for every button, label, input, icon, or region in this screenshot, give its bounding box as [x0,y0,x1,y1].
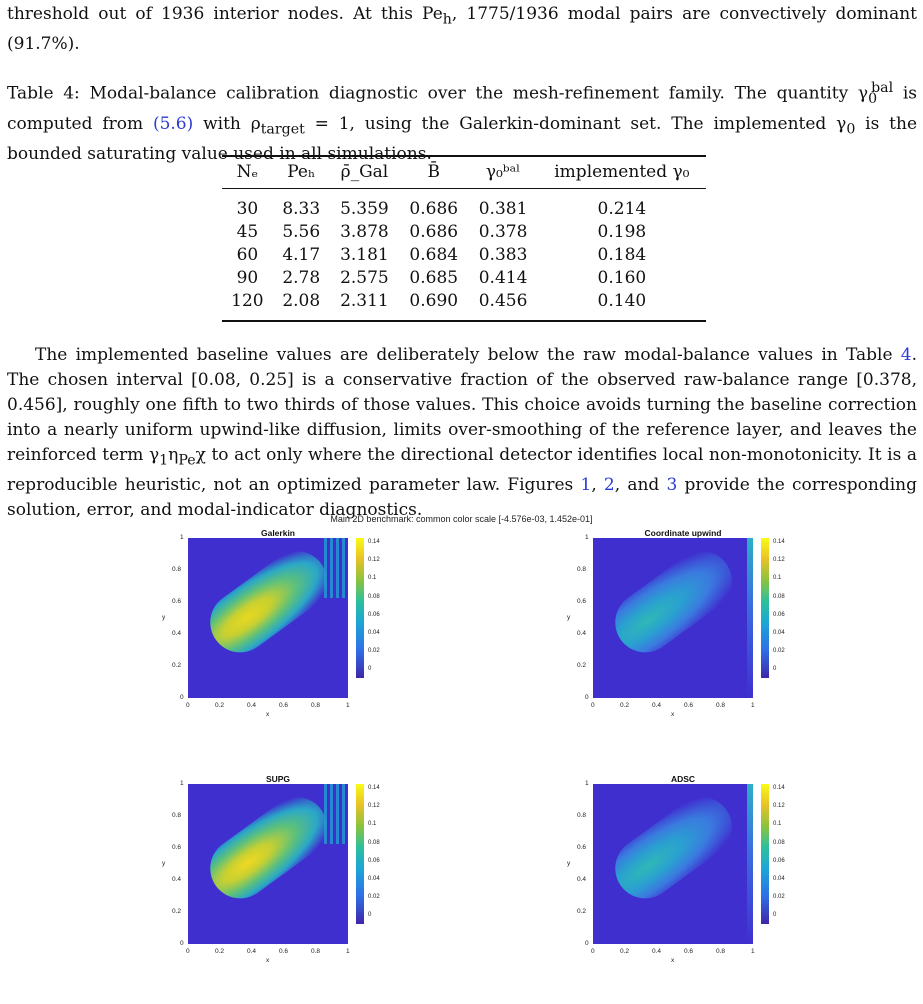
body-paragraph [7,343,917,523]
table-cell: 0.456 [478,290,528,311]
y-axis-label: y [162,614,166,621]
colorbar-tick-label: 0.04 [773,630,785,636]
colorbar-tick-label: 0 [368,666,372,673]
colorbar-tick-label: 0 [773,666,777,673]
table-cell: 120 [231,290,264,311]
table-cell: 0.198 [597,221,647,242]
plot-panel-galerkin [162,528,408,758]
caption-sub-target: target [260,121,305,138]
colorbar-tick-label: 0.14 [368,785,380,791]
col-header: Peₕ [287,162,316,182]
x-tick-label: 0.8 [311,702,321,709]
table-cell: 0.378 [478,221,528,242]
y-tick-label: 0.4 [172,630,182,637]
colorbar-tick-label: 0.02 [368,648,380,655]
x-tick-label: 1 [346,702,350,709]
table-cell: 0.685 [409,267,459,288]
col-header: Nₑ [236,162,259,182]
table-cell: 5.56 [282,221,321,242]
figure-2-ref-link[interactable]: 2 [603,475,615,496]
x-tick-label: 0 [591,702,595,709]
col-header: ρ̄_Gal [340,162,389,182]
table-cell: 30 [236,198,259,219]
colorbar-tick-label: 0.14 [368,539,380,545]
x-axis-label: x [266,957,270,964]
y-axis-label: y [162,860,166,867]
body-text-2: . The chosen interval [0.08, 0.25] is a conservative fraction of the observed raw-balance range [0.378, 0.456], roughly one fifth to two thirds of those values. This choice avoids turning the baseline correction into a nearly uniform upwind-like diffusion, limits over-smoothing of the reference layer, and leaves the reinforced term γ [7,345,917,465]
y-tick-label: 0.6 [172,598,182,605]
table-header-row [222,156,706,189]
colorbar-tick-label: 0.12 [368,557,380,564]
panel-title: SUPG [265,774,291,784]
x-tick-label: 0.6 [279,702,289,709]
table-cell: 2.08 [282,290,321,311]
colorbar-tick-label: 0.06 [368,857,380,864]
oscillation-ripples [324,538,348,598]
colorbar-tick-label: 0.12 [773,803,785,810]
plot-panel-supg [162,774,408,1004]
table-cell: 0.684 [409,244,459,265]
x-tick-label: 0.8 [716,702,726,709]
table-cell: 45 [236,221,259,242]
intro-paragraph [7,2,917,57]
y-tick-label: 0.4 [172,876,182,883]
colorbar-tick-label: 0.08 [773,839,785,846]
table-cell: 0.184 [597,244,647,265]
y-tick-label: 0.4 [577,876,587,883]
y-tick-label: 0.8 [172,812,182,819]
table-cell: 2.78 [282,267,321,288]
boundary-layer [747,784,753,944]
x-tick-label: 0 [591,948,595,955]
panel-title: Galerkin [260,528,296,538]
colorbar-tick-label: 0.14 [773,785,785,791]
caption-sub0-b: 0 [846,121,856,138]
body-text-3: χ to act only where the directional detector identifies local non-monotonicity. It is a reproducible heuristic, not an optimized parameter law. Figures [7,445,917,496]
benchmark-figure [0,512,923,985]
y-tick-label: 0 [585,694,589,701]
x-axis-label: x [671,957,675,964]
plot-panel-coordinate-upwind [567,528,813,758]
colorbar-tick-label: 0.14 [773,539,785,545]
body-eta: η [168,445,179,465]
colorbar-tick-label: 0.1 [773,821,782,828]
x-tick-label: 0.6 [684,702,694,709]
y-tick-label: 0.6 [577,844,587,851]
caption-part-2: is computed from [7,83,917,135]
intro-text: threshold out of 1936 interior nodes. At this Pe [7,4,443,24]
y-axis-label: y [567,614,571,621]
colorbar-tick-label: 0.04 [368,876,380,882]
body-text-1: The implemented baseline values are deliberately below the raw modal-balance values in Table [35,345,901,365]
table-row [222,220,706,243]
col-header: γ₀ᵇᵃˡ [485,162,521,182]
body-text-4: provide the corresponding solution, error, and modal-indicator diagnostics. [7,475,917,521]
heatmap [188,538,348,698]
equation-ref-link[interactable]: (5.6) [152,114,194,135]
y-tick-label: 0.8 [577,812,587,819]
colorbar [356,784,364,924]
colorbar-tick-label: 0.08 [773,593,785,600]
sep: , [591,475,604,496]
caption-part-5: is the bounded saturating value used in all simulations. [7,114,918,165]
colorbar-tick-label: 0.02 [773,648,785,655]
caption-part-3: with ρ [193,114,261,135]
table-cell: 0.690 [409,290,459,311]
colorbar [356,538,364,678]
table-cell: 5.359 [340,198,389,219]
x-tick-label: 0.2 [215,948,225,955]
body-subpe: Pe [178,452,196,469]
plume-shape [198,785,338,910]
colorbar-tick-label: 0.04 [773,876,785,882]
table-cell: 90 [236,267,259,288]
table-cell: 0.160 [597,267,647,288]
table-cell: 2.311 [340,290,389,311]
table-cell: 3.181 [340,244,389,265]
intro-text-b: , 1775/1936 modal pairs are convectively dominant (91.7%). [7,4,917,55]
x-tick-label: 0.6 [684,948,694,955]
caption-part-1: Table 4: Modal-balance calibration diagnostic over the mesh-refinement family. The quantity γ [7,83,869,104]
y-tick-label: 0 [585,940,589,947]
caption-sub0: 0 [868,91,878,108]
x-tick-label: 0 [186,702,190,709]
x-axis-label: x [266,711,270,718]
table-cell: 0.686 [409,198,459,219]
y-tick-label: 1 [585,780,589,787]
y-tick-label: 0.8 [577,566,587,573]
table-row [222,189,706,221]
y-tick-label: 0 [180,694,184,701]
panel-title: ADSC [670,774,696,784]
x-tick-label: 0.8 [716,948,726,955]
y-tick-label: 0.6 [577,598,587,605]
x-tick-label: 0.4 [652,948,662,955]
y-axis-label: y [567,860,571,867]
panel-title: Coordinate upwind [644,528,722,538]
x-tick-label: 0.4 [247,948,257,955]
table-caption [7,76,917,167]
figure-3-ref-link[interactable]: 3 [666,475,678,496]
heatmap [188,784,348,944]
colorbar-tick-label: 0.02 [368,894,380,901]
table-row [222,243,706,266]
x-axis-label: x [671,711,675,718]
x-tick-label: 0 [186,948,190,955]
x-tick-label: 0.2 [620,948,630,955]
y-tick-label: 0.8 [172,566,182,573]
y-tick-label: 0.2 [172,662,182,669]
figure-title: Main 2D benchmark: common color scale [-4.576e-03, 1.452e-01] [330,514,593,524]
heatmap [593,538,753,698]
plume-shape [198,539,338,664]
y-tick-label: 0.2 [577,662,587,669]
table-cell: 0.381 [478,198,528,219]
calibration-table [222,155,706,322]
x-tick-label: 0.4 [247,702,257,709]
x-tick-label: 0.6 [279,948,289,955]
x-tick-label: 0.2 [620,702,630,709]
plume-shape [603,539,743,664]
colorbar-tick-label: 0.06 [773,611,785,618]
colorbar-tick-label: 0.06 [368,611,380,618]
caption-part-4: = 1, using the Galerkin-dominant set. The implemented γ [304,114,847,135]
table-cell: 60 [236,244,259,265]
colorbar-tick-label: 0.1 [368,575,377,582]
boundary-layer [747,538,753,698]
table-cell: 3.878 [340,221,389,242]
colorbar-tick-label: 0.06 [773,857,785,864]
table-row [222,266,706,289]
y-tick-label: 0 [180,940,184,947]
colorbar [761,784,769,924]
heatmap [593,784,753,944]
plot-panel-adsc [567,774,813,1004]
x-tick-label: 1 [751,948,755,955]
y-tick-label: 0.2 [577,908,587,915]
table-cell: 4.17 [282,244,321,265]
table-ref-link[interactable]: 4 [900,345,912,365]
table-cell: 2.575 [340,267,389,288]
body-sub1: 1 [159,452,169,469]
table-cell: 0.686 [409,221,459,242]
x-tick-label: 0.4 [652,702,662,709]
y-tick-label: 1 [180,534,184,541]
col-header: B̄ [427,162,440,182]
x-tick-label: 0.2 [215,702,225,709]
colorbar-tick-label: 0 [368,912,372,919]
y-tick-label: 0.6 [172,844,182,851]
colorbar-tick-label: 0.08 [368,593,380,600]
table-cell: 0.214 [597,198,647,219]
colorbar-tick-label: 0.12 [368,803,380,810]
x-tick-label: 1 [751,702,755,709]
colorbar-tick-label: 0 [773,912,777,919]
table-cell: 0.140 [597,290,647,311]
intro-sub: h [442,11,452,28]
colorbar-tick-label: 0.08 [368,839,380,846]
y-tick-label: 0.4 [577,630,587,637]
oscillation-ripples [324,784,348,844]
sep: , and [614,475,667,496]
table-cell: 8.33 [282,198,321,219]
y-tick-label: 0.2 [172,908,182,915]
y-tick-label: 1 [180,780,184,787]
table-cell: 0.414 [478,267,528,288]
col-header: implemented γ₀ [554,162,690,182]
colorbar-tick-label: 0.02 [773,894,785,901]
table-cell: 0.383 [478,244,528,265]
plume-shape [603,785,743,910]
caption-sup-bal: bal [871,80,894,96]
x-tick-label: 1 [346,948,350,955]
colorbar-tick-label: 0.1 [368,821,377,828]
colorbar-tick-label: 0.04 [368,630,380,636]
colorbar-tick-label: 0.12 [773,557,785,564]
y-tick-label: 1 [585,534,589,541]
colorbar [761,538,769,678]
table-row [222,289,706,321]
colorbar-tick-label: 0.1 [773,575,782,582]
figure-1-ref-link[interactable]: 1 [580,475,592,496]
x-tick-label: 0.8 [311,948,321,955]
